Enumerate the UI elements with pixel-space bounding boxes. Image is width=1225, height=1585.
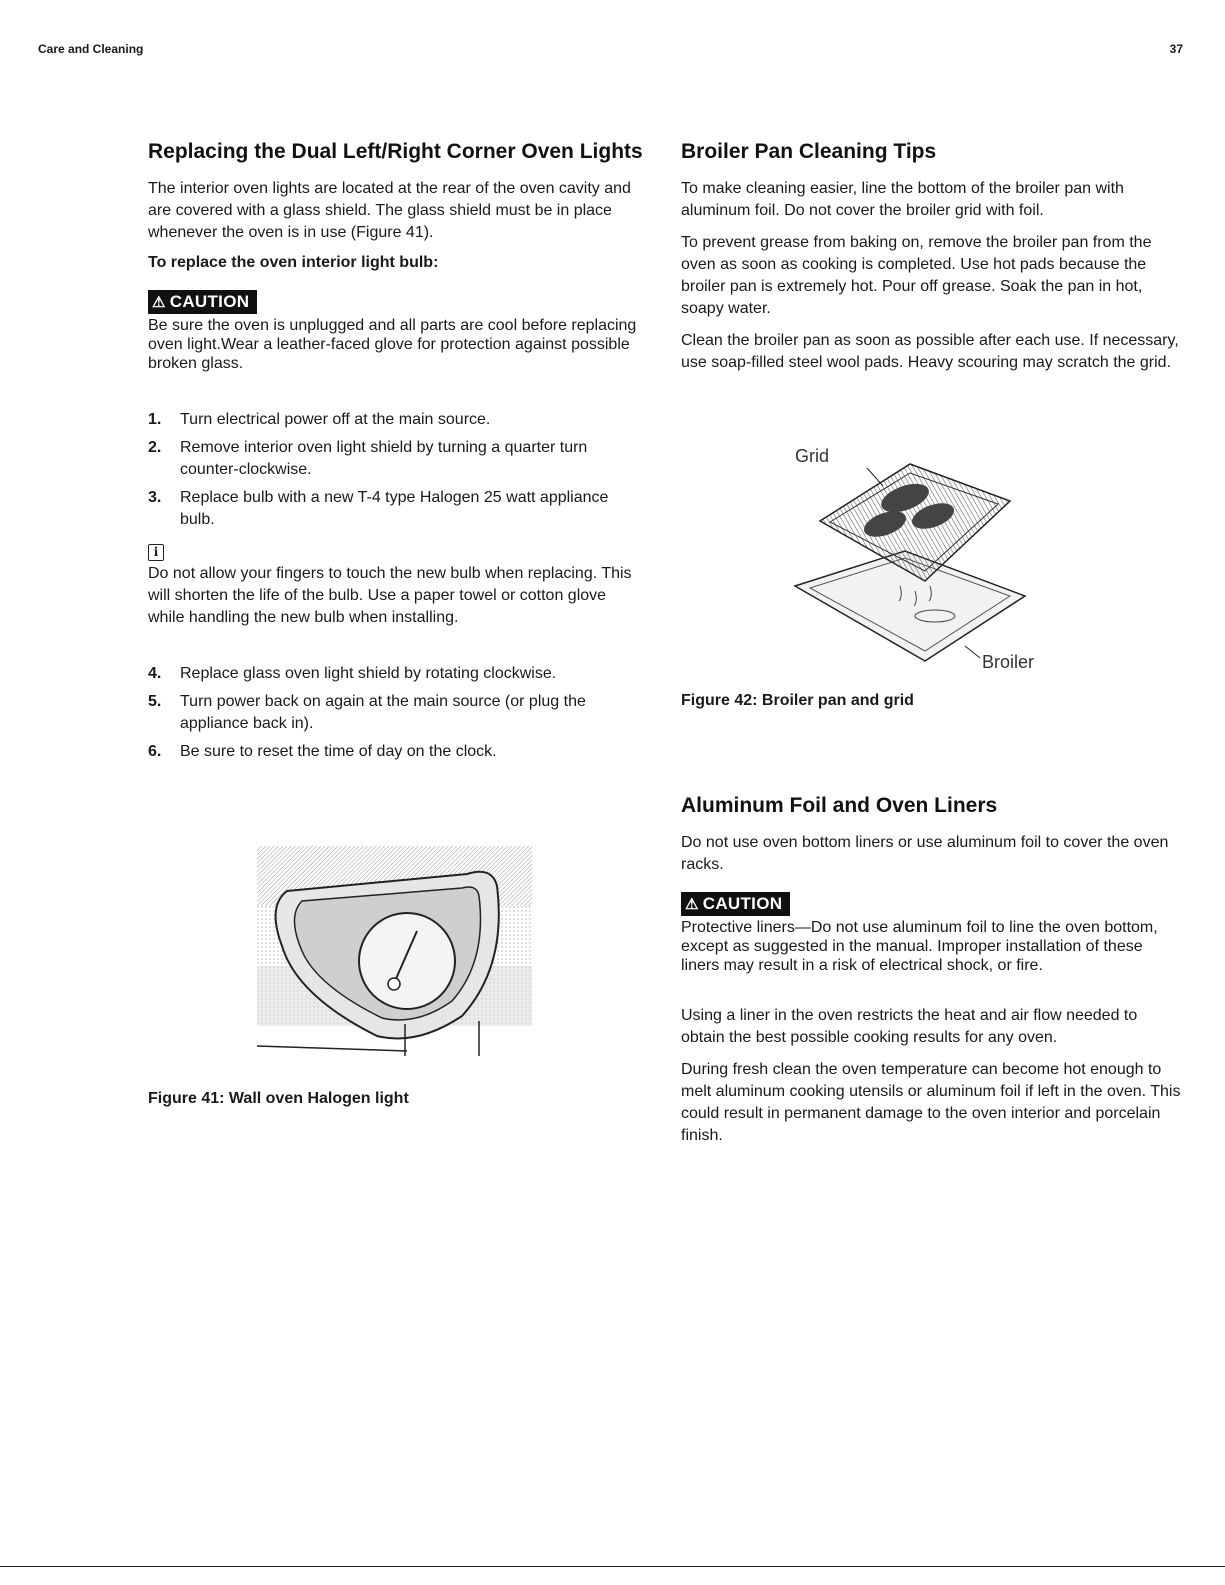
bottom-rule (0, 1566, 1225, 1567)
caution-box (148, 290, 645, 373)
step-number: 1. (148, 411, 162, 428)
halogen-light-illustration (257, 846, 532, 1061)
left-column (148, 140, 645, 769)
subheading-replace-bulb: To replace the oven interior light bulb: (148, 254, 439, 271)
foil-section (681, 794, 1181, 1157)
foil-paragraph: Do not use oven bottom liners or use aluminum foil to cover the oven racks. (681, 834, 1169, 873)
caution-label: CAUTION (702, 894, 783, 913)
steps-list-b (148, 663, 645, 763)
caution-text: Protective liners—Do not use aluminum foil to line the oven bottom, except as suggested in the manual. Improper installation of these liners may result in a risk of electrical shock, or fire. (681, 919, 1158, 974)
figure-label-broiler: Broiler (982, 652, 1035, 672)
foil-paragraph: During fresh clean the oven temperature can become hot enough to melt aluminum cooking utensils or aluminum foil if left in the oven. This could result in permanent damage to the oven interior and porcelain finish. (681, 1061, 1181, 1144)
steps-list-a (148, 409, 645, 531)
intro-paragraph: The interior oven lights are located at the rear of the oven cavity and are covered with a glass shield. The glass shield must be in place whenever the oven is in use (Figure 41). (148, 180, 631, 241)
caution-label: CAUTION (169, 292, 250, 311)
step-number: 3. (148, 489, 162, 506)
caution-badge (148, 290, 257, 314)
step-number: 2. (148, 439, 162, 456)
broiler-paragraph: To make cleaning easier, line the bottom of the broiler pan with aluminum foil. Do not cover the broiler grid with foil. (681, 180, 1124, 219)
caution-badge (681, 892, 790, 916)
section-title-broiler-pan: Broiler Pan Cleaning Tips (681, 140, 937, 163)
step-text: Be sure to reset the time of day on the clock. (180, 743, 497, 760)
step-text: Remove interior oven light shield by turning a quarter turn counter-clockwise. (180, 439, 588, 478)
step-text: Replace glass oven light shield by rotating clockwise. (180, 665, 557, 682)
running-header-section: Care and Cleaning (38, 42, 144, 56)
foil-paragraph: Using a liner in the oven restricts the heat and air flow needed to obtain the best possible cooking results for any oven. (681, 1007, 1138, 1046)
list-item (148, 409, 645, 431)
list-item (148, 691, 645, 735)
list-item (148, 663, 645, 685)
figure-label-grid: Grid (795, 446, 830, 466)
step-number: 4. (148, 665, 162, 682)
broiler-paragraph: To prevent grease from baking on, remove the broiler pan from the oven as soon as cooking is completed. Use hot pads because the broiler pan is extremely hot. Pour off grease. Soak the pan in hot, soapy water. (681, 234, 1152, 317)
step-number: 6. (148, 743, 162, 760)
info-note (148, 543, 645, 629)
step-number: 5. (148, 693, 162, 710)
list-item (148, 741, 645, 763)
step-text: Turn power back on again at the main source (or plug the appliance back in). (180, 693, 586, 732)
section-title-oven-lights: Replacing the Dual Left/Right Corner Oven Lights (148, 140, 643, 163)
list-item (148, 437, 645, 481)
section-title-foil-liners: Aluminum Foil and Oven Liners (681, 794, 998, 817)
caution-box (681, 892, 1181, 975)
right-column (681, 140, 1181, 384)
page-number: 37 (1169, 42, 1183, 56)
warning-triangle-icon: ⚠ (685, 896, 699, 913)
figure-41-caption: Figure 41: Wall oven Halogen light (148, 1090, 409, 1107)
broiler-pan-illustration (785, 446, 1045, 676)
figure-42-caption: Figure 42: Broiler pan and grid (681, 692, 914, 709)
broiler-paragraph: Clean the broiler pan as soon as possible after each use. If necessary, use soap-filled steel wool pads. Heavy scouring may scratch the grid. (681, 332, 1179, 371)
info-note-text: Do not allow your fingers to touch the new bulb when replacing. This will shorten the life of the bulb. Use a paper towel or cotton glove while handling the new bulb when installing. (148, 565, 632, 626)
list-item (148, 487, 645, 531)
warning-triangle-icon: ⚠ (152, 294, 166, 311)
info-icon: i (148, 544, 164, 561)
caution-text: Be sure the oven is unplugged and all parts are cool before replacing oven light.Wear a leather-faced glove for protection against possible broken glass. (148, 317, 637, 372)
step-text: Replace bulb with a new T-4 type Halogen 25 watt appliance bulb. (180, 489, 609, 528)
step-text: Turn electrical power off at the main source. (180, 411, 491, 428)
